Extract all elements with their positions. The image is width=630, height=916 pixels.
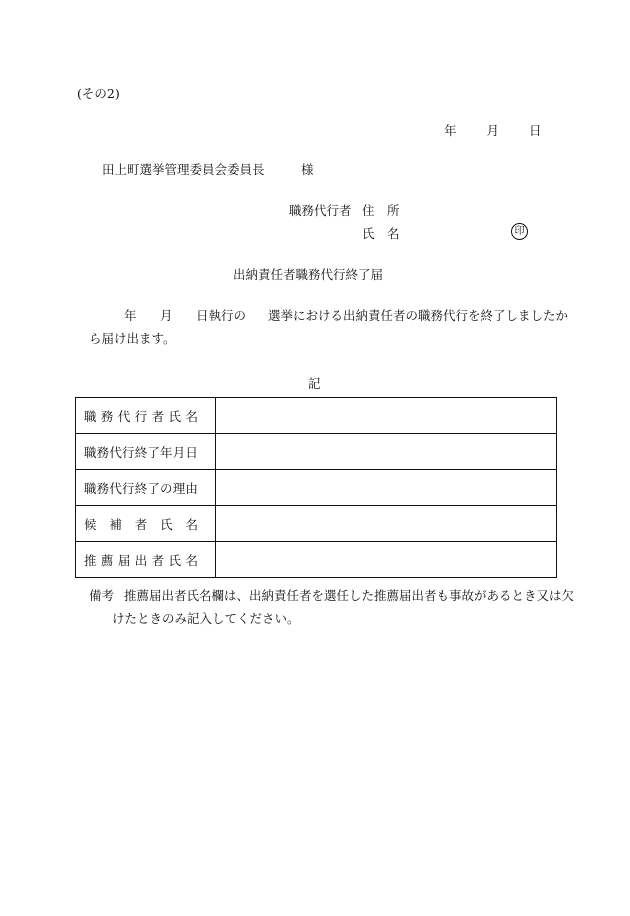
date-month: 月 [486,123,499,138]
label-char: 了 [147,480,160,496]
table-row [76,542,557,578]
label-char: 年 [160,444,173,460]
label-char: 終 [134,480,148,496]
label-char: 推 [84,552,97,568]
row-label [76,542,216,578]
label-char: 由 [185,480,198,496]
addressee: 田上町選挙管理委員会委員長 [102,162,265,177]
table-row [76,434,557,470]
table-row [76,506,557,542]
label-char: 理 [172,480,186,496]
body-text-line1: 選挙における出納責任者の職務代行を終了しましたか [268,308,569,323]
row-label [76,470,216,506]
addressee-honorific: 様 [301,162,314,177]
date-year: 年 [444,123,457,138]
address-label: 住 所 [362,203,400,218]
note-line2: けたときのみ記入してください。 [112,611,300,626]
end-date-label [84,443,198,461]
label-char: 者 [151,408,165,424]
label-char: 行 [122,480,135,496]
label-char: 届 [117,552,131,568]
row-label [76,434,216,470]
recommender-name-field[interactable] [216,542,557,578]
end-reason-field[interactable] [216,470,557,506]
date-day: 日 [528,123,542,138]
candidate-name-label [84,515,198,533]
fields-table [75,397,557,578]
agent-label: 職務代行者 [289,203,352,218]
label-char: 務 [100,408,114,424]
label-char: 務 [96,444,110,460]
label-char: 行 [134,408,148,424]
form-number: (その2) [77,86,120,101]
candidate-name-field[interactable] [216,506,557,542]
recommender-name-label [84,551,198,569]
label-char: 補 [109,516,122,532]
body-year: 年 [124,308,137,323]
label-char: 者 [134,516,148,532]
label-char: 代 [109,480,122,496]
row-label [76,398,216,434]
label-char: 者 [151,552,165,568]
label-char: 職 [84,408,97,424]
table-row [76,470,557,506]
label-char: 出 [134,552,148,568]
body-month: 月 [160,308,173,323]
label-char: 名 [185,516,198,532]
body-text-line2: ら届け出ます。 [89,331,176,346]
name-label: 氏 名 [362,226,400,241]
body-day-executed: 日執行の [196,308,247,323]
note-line1: 推薦届出者氏名欄は、出納責任者を選任した推薦届出者も事故があるとき又は欠 [124,588,575,603]
label-char: 職 [84,480,97,496]
label-char: 月 [172,444,186,460]
agent-name-field[interactable] [216,398,557,434]
label-char: 職 [84,444,97,460]
label-char: 行 [122,444,135,460]
table-row [76,398,557,434]
label-char: 了 [147,444,160,460]
note-label: 備考 [89,588,115,603]
ki-heading: 記 [308,376,321,391]
end-reason-label [84,479,198,497]
label-char: 代 [109,444,122,460]
seal-mark: 印 [511,223,528,240]
document-title: 出納責任者職務代行終了届 [233,267,384,282]
label-char: 日 [185,444,198,460]
end-date-field[interactable] [216,434,557,470]
label-char: 名 [185,552,198,568]
label-char: 名 [185,408,198,424]
label-char: 候 [84,516,97,532]
label-char: 終 [134,444,148,460]
agent-name-label [84,407,198,425]
label-char: 代 [117,408,131,424]
date-line [444,121,541,139]
label-char: の [160,480,173,496]
label-char: 氏 [160,516,173,532]
label-char: 薦 [100,552,114,568]
label-char: 氏 [168,552,182,568]
row-label [76,506,216,542]
label-char: 務 [96,480,110,496]
label-char: 氏 [168,408,182,424]
